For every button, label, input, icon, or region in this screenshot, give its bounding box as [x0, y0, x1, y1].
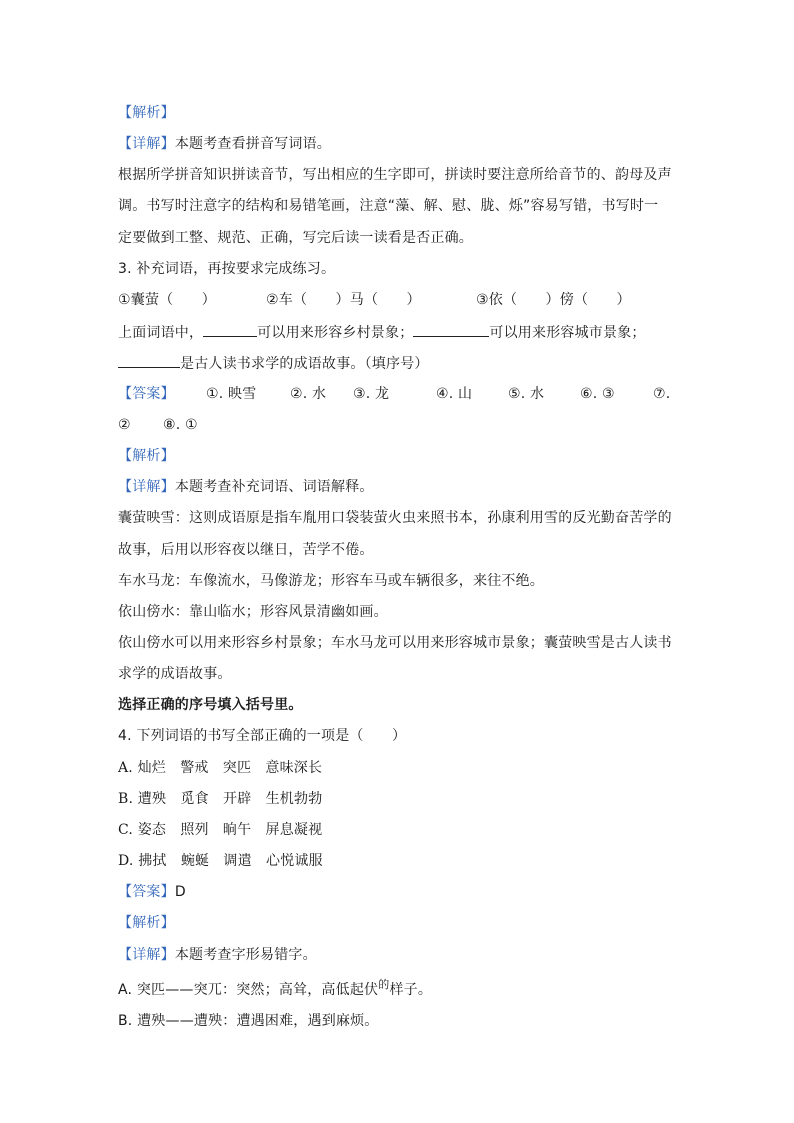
item-2: ②车（ ）马（ ）	[266, 292, 421, 308]
detail-line	[118, 134, 331, 154]
explanation-line	[118, 980, 432, 1001]
section-title: 选择正确的序号填入括号里。	[118, 697, 303, 713]
detail-tag: 【详解】	[118, 947, 175, 963]
explanation-line: 求学的成语故事。	[118, 666, 232, 682]
blank-story	[118, 352, 180, 368]
explanation-line: 依山傍水可以用来形容乡村景象；车水马龙可以用来形容城市景象；囊萤映雪是古人读书	[118, 635, 672, 651]
explanation-line: 故事，后用以形容夜以继日，苦学不倦。	[118, 542, 374, 558]
fill-text: 上面词语中，	[118, 325, 204, 341]
answer-item: ②	[118, 417, 131, 433]
analysis-tag: 【解析】	[118, 915, 175, 931]
paragraph-line: 调。书写时注意字的结构和易错笔画，注意“藻、解、慰、胧、烁”容易写错，书写时一	[118, 198, 659, 214]
explanation-text: A. 突匹——突兀：突然；高耸，高低起伏	[118, 982, 379, 998]
blank-city	[413, 321, 489, 337]
option-b: B. 遭殃 觅食 开辟 生机勃勃	[118, 791, 323, 807]
explanation-line: 囊萤映雪：这则成语原是指车胤用口袋装萤火虫来照书本，孙康利用雪的反光勤奋苦学的	[118, 510, 672, 526]
question-3-stem: 3. 补充词语，再按要求完成练习。	[118, 261, 336, 277]
explanation-text: 样子。	[389, 982, 433, 998]
detail-line	[118, 945, 317, 965]
answer-item: ⑧. ①	[163, 417, 198, 433]
fill-text: 是古人读书求学的成语故事。（填序号）	[180, 356, 429, 372]
detail-line	[118, 477, 374, 497]
detail-text: 本题考查补充词语、词语解释。	[174, 479, 374, 495]
answer-item: ⑥. ③	[580, 386, 615, 402]
explanation-line: 车水马龙：车像流水，马像游龙；形容车马或车辆很多，来往不绝。	[118, 573, 544, 589]
analysis-tag: 【解析】	[118, 105, 175, 121]
explanation-line: 依山傍水：靠山临水；形容风景清幽如画。	[118, 604, 388, 620]
paragraph-line: 根据所学拼音知识拼读音节，写出相应的生字即可，拼读时要注意所给音节的、韵母及声	[118, 167, 672, 183]
answer-value: D	[174, 884, 186, 900]
answer-item: ①. 映雪	[206, 386, 257, 402]
fill-line-2	[118, 352, 429, 374]
option-d: D. 拂拭 蜿蜒 调遣 心悦诚服	[118, 853, 323, 869]
answer-tag: 【答案】	[118, 884, 175, 900]
analysis-tag: 【解析】	[118, 448, 175, 464]
question-4-stem: 4. 下列词语的书写全部正确的一项是（ ）	[118, 728, 407, 744]
detail-text: 本题考查看拼音写词语。	[174, 136, 332, 152]
detail-tag: 【详解】	[118, 136, 175, 152]
fill-line-1	[118, 321, 646, 343]
item-1: ①囊萤（ ）	[118, 292, 216, 308]
explanation-text: 的	[378, 978, 390, 991]
answer-item: ④. 山	[436, 386, 473, 402]
blank-rural	[203, 321, 257, 337]
answer-item: ②. 水	[290, 386, 327, 402]
item-3: ③依（ ）傍（ ）	[476, 292, 631, 308]
explanation-line: B. 遭殃——遭殃：遭遇困难，遇到麻烦。	[118, 1013, 379, 1029]
paragraph-line: 定要做到工整、规范、正确，写完后读一读看是否正确。	[118, 230, 473, 246]
answer-item: ③. 龙	[353, 386, 390, 402]
answer-item: ⑦.	[653, 386, 671, 402]
answer-line	[118, 882, 186, 902]
detail-tag: 【详解】	[118, 479, 175, 495]
option-a: A. 灿烂 警戒 突匹 意味深长	[118, 760, 323, 776]
answer-tag: 【答案】	[118, 386, 175, 402]
option-c: C. 姿态 照列 晌午 屏息凝视	[118, 822, 323, 838]
fill-text: 可以用来形容乡村景象；	[257, 325, 414, 341]
detail-text: 本题考查字形易错字。	[174, 947, 317, 963]
answer-item: ⑤. 水	[508, 386, 545, 402]
fill-text: 可以用来形容城市景象；	[489, 325, 646, 341]
